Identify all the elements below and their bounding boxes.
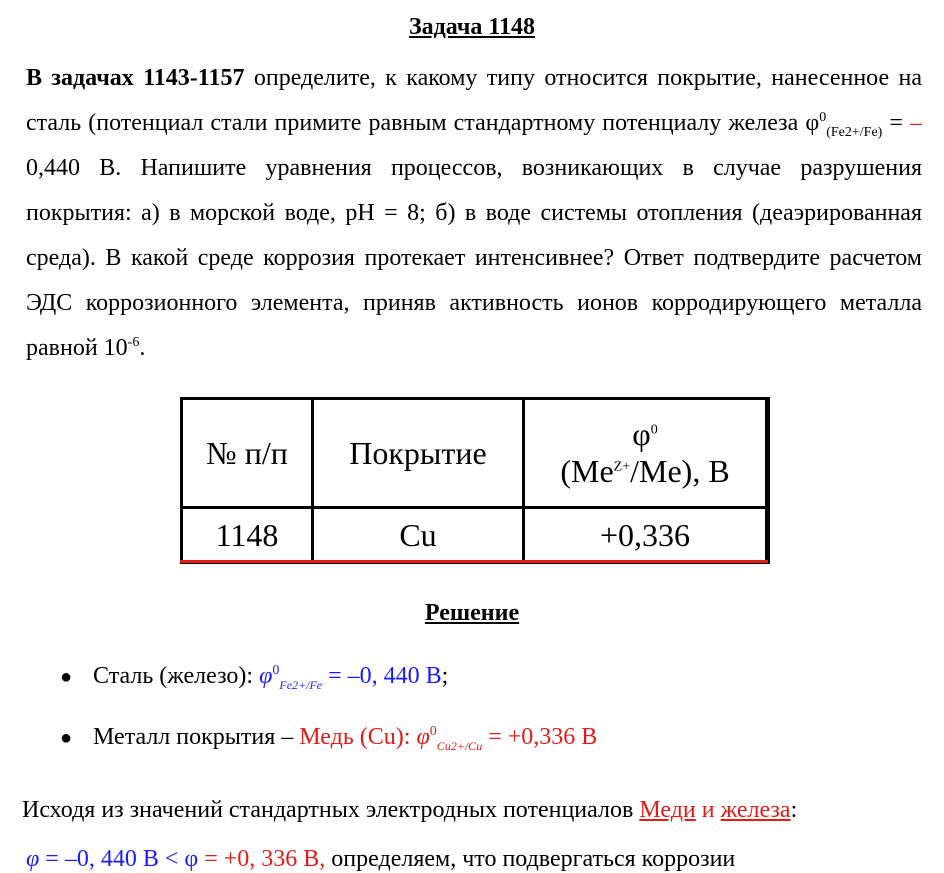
cell-number: 1148: [182, 508, 313, 563]
problem-lead: В задачах 1143-1157: [26, 65, 245, 91]
conclusion-line-1: Исходя из значений стандартных электродных потенциалов Меди и железа:: [22, 797, 798, 823]
bullet-dot-icon: ●: [60, 727, 73, 749]
bullet-steel: ● Сталь (железо): $\varphi^0_{Fe2+/Fe} = -0$, 440 В;: [60, 663, 449, 692]
problem-title: Задача 1148: [408, 14, 536, 40]
conclusion-line-2: φ = –0, 440 В < φ = +0, 336 В, определяем, что подвергаться коррозии: [26, 846, 736, 872]
header-number: № п/п: [182, 399, 313, 508]
cell-coating: Cu: [313, 508, 524, 563]
problem-statement: В задачах 1143-1157 определите, к какому типу относится покрытие, нанесенное на сталь (потенциал стали примите равным стандартному потенциалу железа $\varphi^0_{(Fe2+/Fe)} = -0,440$ В. Напишите уравнения процессов, возникающих в случае разрушения покрытия: а) в морской воде, pH = 8; б) в воде системы отопления (деаэрированная среда). В какой среде коррозия протекает интенсивнее? Ответ подтвердите расчетом ЭДС коррозионного элемента, приняв активность ионов корродирующего металла равной $10^{-6}$.: [26, 65, 922, 361]
header-coating: Покрытие: [313, 399, 524, 508]
header-potential: $\varphi^0$ $(Me^{Z+}/Me)$, В: [524, 399, 768, 508]
bullet-coating-metal: ● Металл покрытия – Медь (Cu): $\varphi^0_{Cu2+/Cu} = +0,336$ В: [60, 724, 598, 753]
table-underline: [180, 560, 768, 563]
potential-table: [180, 397, 770, 564]
solution-title: Решение: [424, 600, 520, 626]
bullet-dot-icon: ●: [60, 666, 73, 688]
cell-potential: +0,336: [524, 508, 768, 563]
